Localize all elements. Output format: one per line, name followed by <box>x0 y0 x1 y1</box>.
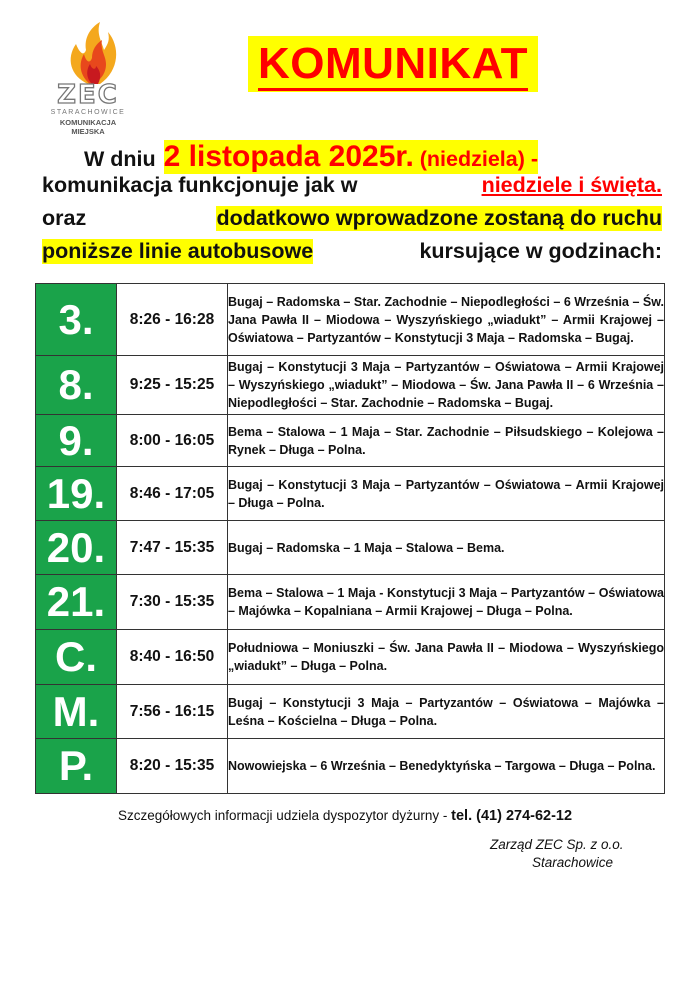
line-number: P. <box>36 739 117 794</box>
line-hours: 8:46 - 17:05 <box>117 467 228 521</box>
intro-line-2 <box>42 173 662 206</box>
signature-city: Starachowice <box>532 855 614 870</box>
intro-line-4 <box>42 239 662 272</box>
line-route: Bugaj – Konstytucji 3 Maja – Partyzantów – Oświatowa – Majówka – Leśna – Kościelna – Długa – Polna. <box>228 685 665 739</box>
line-number: C. <box>36 630 117 685</box>
intro-line-1 <box>42 140 662 173</box>
intro-text-4: kursujące w godzinach: <box>419 239 662 263</box>
line-hours: 7:30 - 15:35 <box>117 575 228 630</box>
line-route: Bema – Stalowa – 1 Maja - Konstytucji 3 Maja – Partyzantów – Oświatowa – Majówka – Kopalniana – Armii Krajowej – Długa – Polna. <box>228 575 665 630</box>
line-number: 8. <box>36 356 117 415</box>
intro-line-3 <box>42 206 662 239</box>
table-row <box>36 575 665 630</box>
table-row <box>36 630 665 685</box>
line-number: 20. <box>36 521 117 575</box>
line-hours: 8:40 - 16:50 <box>117 630 228 685</box>
announcement-intro <box>42 140 662 272</box>
signature-org: Zarząd ZEC Sp. z o.o. <box>490 837 624 852</box>
line-hours: 8:00 - 16:05 <box>117 415 228 467</box>
line-hours: 7:56 - 16:15 <box>117 685 228 739</box>
page-title <box>248 36 538 92</box>
line-route: Bema – Stalowa – 1 Maja – Star. Zachodnie – Piłsudskiego – Kolejowa – Rynek – Długa – Polna. <box>228 415 665 467</box>
table-row <box>36 739 665 794</box>
signature <box>490 836 670 872</box>
intro-holiday: niedziele i święta. <box>481 173 662 197</box>
dispatcher-info <box>118 808 572 824</box>
line-hours: 8:26 - 16:28 <box>117 284 228 356</box>
line-route: Bugaj – Konstytucji 3 Maja – Partyzantów – Oświatowa – Armii Krajowej – Wyszyńskiego „wiadukt” – Miodowa – Św. Jana Pawła II – 6 Września – Niepodległości – Star. Zachodnie – Radomska – Bugaj. <box>228 356 665 415</box>
phone-number: tel. (41) 274-62-12 <box>451 808 573 824</box>
intro-highlight-4: poniższe linie autobusowe <box>42 239 314 263</box>
line-hours: 9:25 - 15:25 <box>117 356 228 415</box>
table-row <box>36 284 665 356</box>
logo-line2: MIEJSKA <box>71 127 105 136</box>
intro-date-highlight <box>164 140 538 174</box>
line-number: 19. <box>36 467 117 521</box>
line-hours: 8:20 - 15:35 <box>117 739 228 794</box>
line-number: 9. <box>36 415 117 467</box>
line-number: 21. <box>36 575 117 630</box>
zec-logo <box>40 20 140 136</box>
table-row <box>36 467 665 521</box>
logo-line1: KOMUNIKACJA <box>59 118 117 127</box>
line-number: 3. <box>36 284 117 356</box>
flame-icon <box>40 20 140 86</box>
logo-city: STARACHOWICE <box>50 109 126 116</box>
intro-date: 2 listopada 2025r. <box>163 140 414 173</box>
logo-brand: ZEC <box>57 80 119 110</box>
table-row <box>36 415 665 467</box>
table-row <box>36 685 665 739</box>
table-row <box>36 521 665 575</box>
intro-date-prefix: W dniu <box>84 147 156 171</box>
line-hours: 7:47 - 15:35 <box>117 521 228 575</box>
line-route: Bugaj – Radomska – 1 Maja – Stalowa – Bema. <box>228 521 665 575</box>
line-route: Bugaj – Konstytucji 3 Maja – Partyzantów – Oświatowa – Armii Krajowej – Długa – Polna. <box>228 467 665 521</box>
intro-day: (niedziela) - <box>419 147 539 171</box>
line-route: Południowa – Moniuszki – Św. Jana Pawła II – Miodowa – Wyszyńskiego „wiadukt” – Długa – Polna. <box>228 630 665 685</box>
line-route: Nowowiejska – 6 Września – Benedyktyńska – Targowa – Długa – Polna. <box>228 739 665 794</box>
line-number: M. <box>36 685 117 739</box>
info-text: Szczegółowych informacji udziela dyspozytor dyżurny - <box>118 808 448 823</box>
table-row <box>36 356 665 415</box>
intro-highlight-3: dodatkowo wprowadzone zostaną do ruchu <box>216 206 662 230</box>
bus-lines-table <box>35 283 665 794</box>
line-route: Bugaj – Radomska – Star. Zachodnie – Niepodległości – 6 Września – Św. Jana Pawła II – Miodowa – Wyszyńskiego „wiadukt” – Armii Krajowej – Oświatowa – Partyzantów – Konstytucji 3 Maja – Radomska – Bugaj. <box>228 284 665 356</box>
title-text: KOMUNIKAT <box>258 39 528 91</box>
intro-text-2: komunikacja funkcjonuje jak w <box>42 173 358 197</box>
intro-text-3: oraz <box>42 206 87 230</box>
